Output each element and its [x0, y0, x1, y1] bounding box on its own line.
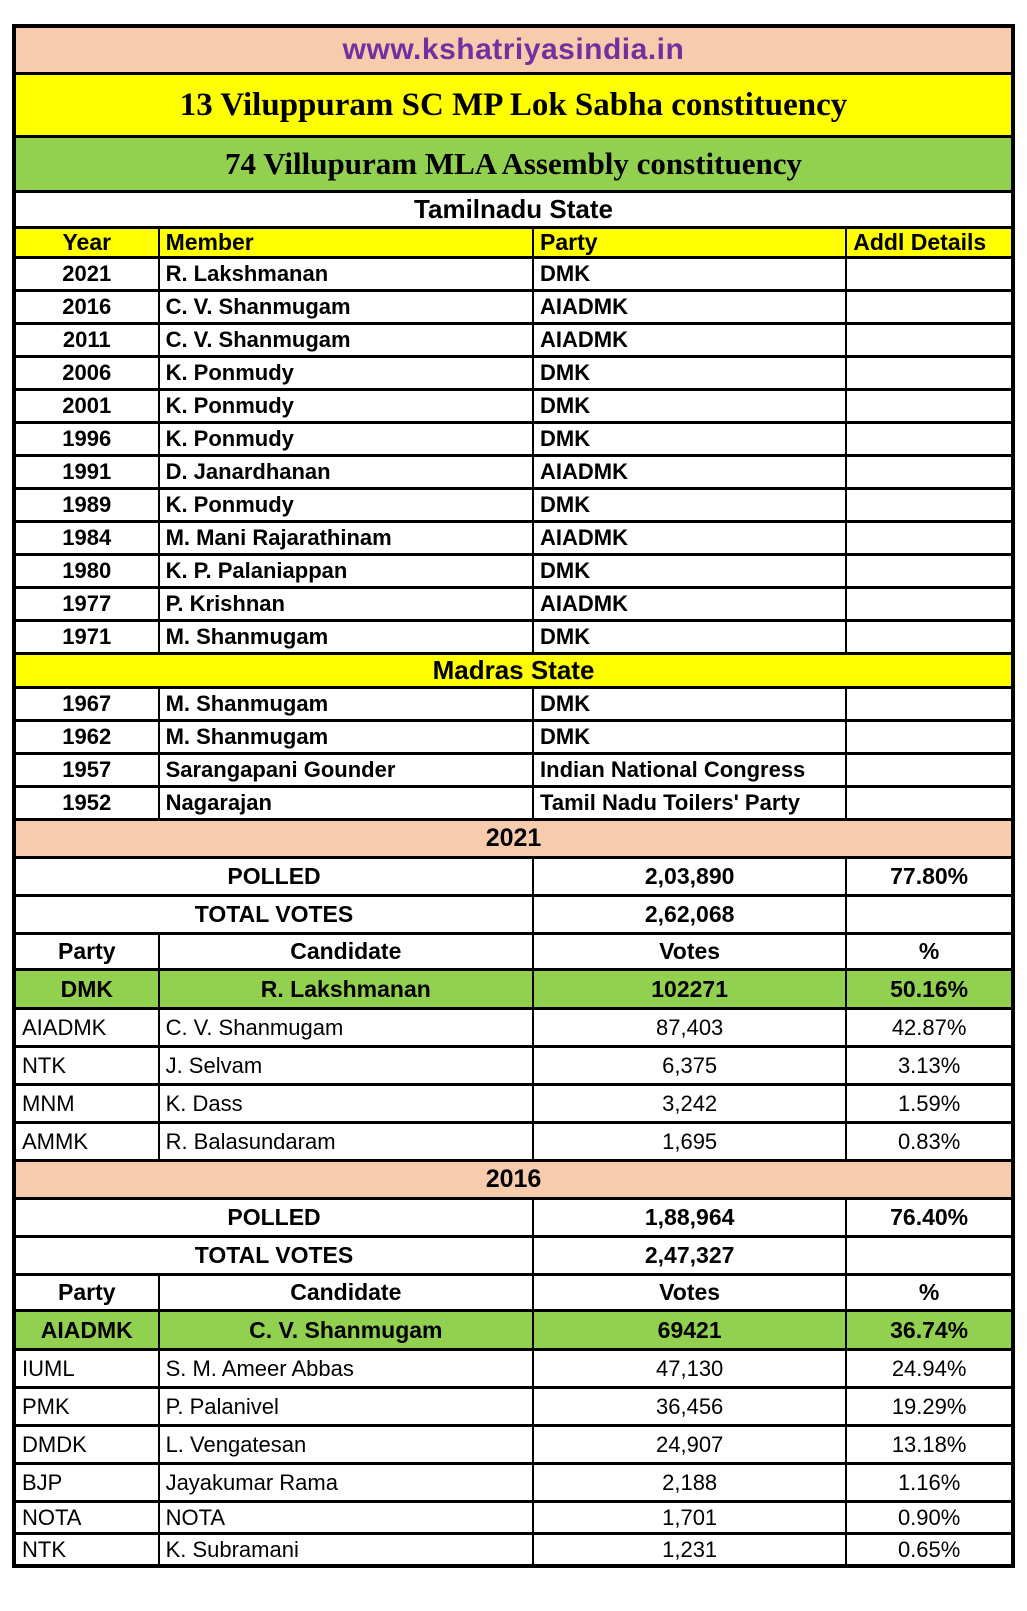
table-row [14, 555, 1013, 588]
pct-cell: 42.87% [846, 1009, 1013, 1047]
table-row [14, 324, 1013, 357]
site-banner-row [14, 26, 1013, 74]
votes-cell: 87,403 [533, 1009, 846, 1047]
member-cell: C. V. Shanmugam [159, 324, 533, 357]
table-row [14, 1009, 1013, 1047]
pct-cell: 36.74% [846, 1311, 1013, 1350]
total-votes-row-2016 [14, 1237, 1013, 1275]
table-row [14, 1388, 1013, 1426]
party-cell: BJP [14, 1464, 159, 1502]
candidate-cell: R. Balasundaram [159, 1123, 533, 1161]
results-header-row-2021 [14, 934, 1013, 970]
history-header-row [14, 228, 1013, 258]
tamilnadu-state-header: Tamilnadu State [14, 192, 1013, 228]
member-cell: D. Janardhanan [159, 456, 533, 489]
member-cell: K. Ponmudy [159, 489, 533, 522]
party-cell: NOTA [14, 1502, 159, 1534]
addl-cell [846, 423, 1013, 456]
table-row [14, 357, 1013, 390]
addl-cell [846, 489, 1013, 522]
polled-row-2016 [14, 1199, 1013, 1237]
party-cell: DMK [533, 489, 846, 522]
votes-cell: 2,188 [533, 1464, 846, 1502]
votes-cell: 36,456 [533, 1388, 846, 1426]
total-votes-pct [846, 896, 1013, 934]
table-row [14, 258, 1013, 291]
polled-pct: 76.40% [846, 1199, 1013, 1237]
col-header-votes: Votes [533, 934, 846, 970]
addl-cell [846, 291, 1013, 324]
year-cell: 1996 [14, 423, 159, 456]
col-header-candidate: Candidate [159, 1275, 533, 1311]
polled-pct: 77.80% [846, 858, 1013, 896]
year-cell: 1977 [14, 588, 159, 621]
election-table [12, 24, 1015, 1568]
table-row [14, 1534, 1013, 1567]
candidate-cell: J. Selvam [159, 1047, 533, 1085]
candidate-cell: R. Lakshmanan [159, 970, 533, 1009]
candidate-cell: L. Vengatesan [159, 1426, 533, 1464]
addl-cell [846, 721, 1013, 754]
party-cell: AMMK [14, 1123, 159, 1161]
year-cell: 1991 [14, 456, 159, 489]
votes-cell: 6,375 [533, 1047, 846, 1085]
col-header-candidate: Candidate [159, 934, 533, 970]
year-2016-row [14, 1161, 1013, 1199]
year-cell: 2006 [14, 357, 159, 390]
pct-cell: 0.90% [846, 1502, 1013, 1534]
total-votes-label: TOTAL VOTES [14, 1237, 533, 1275]
party-cell: DMK [533, 390, 846, 423]
table-row [14, 456, 1013, 489]
site-url: www.kshatriyasindia.in [14, 26, 1013, 74]
party-cell: AIADMK [14, 1009, 159, 1047]
member-cell: K. P. Palaniappan [159, 555, 533, 588]
candidate-cell: Jayakumar Rama [159, 1464, 533, 1502]
table-row [14, 621, 1013, 654]
votes-cell: 1,695 [533, 1123, 846, 1161]
party-cell: PMK [14, 1388, 159, 1426]
votes-cell: 1,701 [533, 1502, 846, 1534]
table-row [14, 754, 1013, 787]
party-cell: DMK [533, 258, 846, 291]
addl-cell [846, 456, 1013, 489]
winner-row-2021 [14, 970, 1013, 1009]
pct-cell: 1.59% [846, 1085, 1013, 1123]
table-row [14, 1464, 1013, 1502]
year-2016-header: 2016 [14, 1161, 1013, 1199]
total-votes-row-2021 [14, 896, 1013, 934]
year-cell: 2016 [14, 291, 159, 324]
table-row [14, 522, 1013, 555]
table-row [14, 423, 1013, 456]
party-cell: DMDK [14, 1426, 159, 1464]
results-header-row-2016 [14, 1275, 1013, 1311]
total-votes-value: 2,62,068 [533, 896, 846, 934]
candidate-cell: P. Palanivel [159, 1388, 533, 1426]
party-cell: DMK [533, 621, 846, 654]
pct-cell: 0.65% [846, 1534, 1013, 1567]
votes-cell: 47,130 [533, 1350, 846, 1388]
table-row [14, 688, 1013, 721]
total-votes-pct [846, 1237, 1013, 1275]
addl-cell [846, 390, 1013, 423]
party-cell: NTK [14, 1534, 159, 1567]
table-row [14, 390, 1013, 423]
col-header-year: Year [14, 228, 159, 258]
year-cell: 1971 [14, 621, 159, 654]
party-cell: AIADMK [533, 522, 846, 555]
party-cell: DMK [533, 721, 846, 754]
lok-sabha-title: 13 Viluppuram SC MP Lok Sabha constituency [14, 74, 1013, 137]
year-cell: 1952 [14, 787, 159, 820]
candidate-cell: C. V. Shanmugam [159, 1009, 533, 1047]
addl-cell [846, 258, 1013, 291]
year-cell: 2001 [14, 390, 159, 423]
table-row [14, 291, 1013, 324]
col-header-party: Party [14, 934, 159, 970]
total-votes-label: TOTAL VOTES [14, 896, 533, 934]
madras-state-row [14, 654, 1013, 688]
assembly-title: 74 Villupuram MLA Assembly constituency [14, 137, 1013, 192]
party-cell: DMK [14, 970, 159, 1009]
votes-cell: 3,242 [533, 1085, 846, 1123]
tamilnadu-state-row [14, 192, 1013, 228]
assembly-title-row [14, 137, 1013, 192]
polled-row-2021 [14, 858, 1013, 896]
year-cell: 1989 [14, 489, 159, 522]
col-header-party: Party [533, 228, 846, 258]
col-header-pct: % [846, 1275, 1013, 1311]
votes-cell: 102271 [533, 970, 846, 1009]
table-row [14, 1426, 1013, 1464]
table-row [14, 1502, 1013, 1534]
col-header-party: Party [14, 1275, 159, 1311]
party-cell: DMK [533, 357, 846, 390]
addl-cell [846, 522, 1013, 555]
member-cell: M. Shanmugam [159, 688, 533, 721]
votes-cell: 69421 [533, 1311, 846, 1350]
addl-cell [846, 324, 1013, 357]
member-cell: C. V. Shanmugam [159, 291, 533, 324]
party-cell: AIADMK [533, 291, 846, 324]
year-cell: 1962 [14, 721, 159, 754]
table-row [14, 1047, 1013, 1085]
addl-cell [846, 588, 1013, 621]
member-cell: Sarangapani Gounder [159, 754, 533, 787]
member-cell: P. Krishnan [159, 588, 533, 621]
pct-cell: 13.18% [846, 1426, 1013, 1464]
party-cell: AIADMK [533, 456, 846, 489]
year-cell: 1967 [14, 688, 159, 721]
col-header-pct: % [846, 934, 1013, 970]
table-row [14, 489, 1013, 522]
votes-cell: 1,231 [533, 1534, 846, 1567]
party-cell: NTK [14, 1047, 159, 1085]
addl-cell [846, 357, 1013, 390]
page-sheet [12, 24, 1027, 1568]
madras-state-header: Madras State [14, 654, 1013, 688]
party-cell: DMK [533, 423, 846, 456]
col-header-votes: Votes [533, 1275, 846, 1311]
pct-cell: 1.16% [846, 1464, 1013, 1502]
party-cell: IUML [14, 1350, 159, 1388]
party-cell: DMK [533, 555, 846, 588]
party-cell: MNM [14, 1085, 159, 1123]
pct-cell: 3.13% [846, 1047, 1013, 1085]
table-row [14, 1350, 1013, 1388]
addl-cell [846, 621, 1013, 654]
year-cell: 1984 [14, 522, 159, 555]
table-row [14, 588, 1013, 621]
member-cell: M. Mani Rajarathinam [159, 522, 533, 555]
party-cell: AIADMK [533, 588, 846, 621]
table-row [14, 787, 1013, 820]
member-cell: K. Ponmudy [159, 357, 533, 390]
pct-cell: 0.83% [846, 1123, 1013, 1161]
candidate-cell: K. Dass [159, 1085, 533, 1123]
party-cell: DMK [533, 688, 846, 721]
lok-sabha-title-row [14, 74, 1013, 137]
col-header-addl: Addl Details [846, 228, 1013, 258]
total-votes-value: 2,47,327 [533, 1237, 846, 1275]
polled-label: POLLED [14, 1199, 533, 1237]
polled-votes: 1,88,964 [533, 1199, 846, 1237]
winner-row-2016 [14, 1311, 1013, 1350]
member-cell: Nagarajan [159, 787, 533, 820]
addl-cell [846, 555, 1013, 588]
addl-cell [846, 787, 1013, 820]
year-cell: 2011 [14, 324, 159, 357]
member-cell: K. Ponmudy [159, 390, 533, 423]
member-cell: M. Shanmugam [159, 721, 533, 754]
table-row [14, 1123, 1013, 1161]
member-cell: K. Ponmudy [159, 423, 533, 456]
polled-label: POLLED [14, 858, 533, 896]
party-cell: AIADMK [533, 324, 846, 357]
col-header-member: Member [159, 228, 533, 258]
candidate-cell: K. Subramani [159, 1534, 533, 1567]
member-cell: M. Shanmugam [159, 621, 533, 654]
year-cell: 1980 [14, 555, 159, 588]
addl-cell [846, 688, 1013, 721]
candidate-cell: S. M. Ameer Abbas [159, 1350, 533, 1388]
candidate-cell: NOTA [159, 1502, 533, 1534]
pct-cell: 50.16% [846, 970, 1013, 1009]
table-row [14, 1085, 1013, 1123]
member-cell: R. Lakshmanan [159, 258, 533, 291]
year-2021-row [14, 820, 1013, 858]
year-cell: 1957 [14, 754, 159, 787]
party-cell: Indian National Congress [533, 754, 846, 787]
addl-cell [846, 754, 1013, 787]
table-row [14, 721, 1013, 754]
polled-votes: 2,03,890 [533, 858, 846, 896]
pct-cell: 19.29% [846, 1388, 1013, 1426]
party-cell: AIADMK [14, 1311, 159, 1350]
year-2021-header: 2021 [14, 820, 1013, 858]
votes-cell: 24,907 [533, 1426, 846, 1464]
pct-cell: 24.94% [846, 1350, 1013, 1388]
party-cell: Tamil Nadu Toilers' Party [533, 787, 846, 820]
candidate-cell: C. V. Shanmugam [159, 1311, 533, 1350]
year-cell: 2021 [14, 258, 159, 291]
